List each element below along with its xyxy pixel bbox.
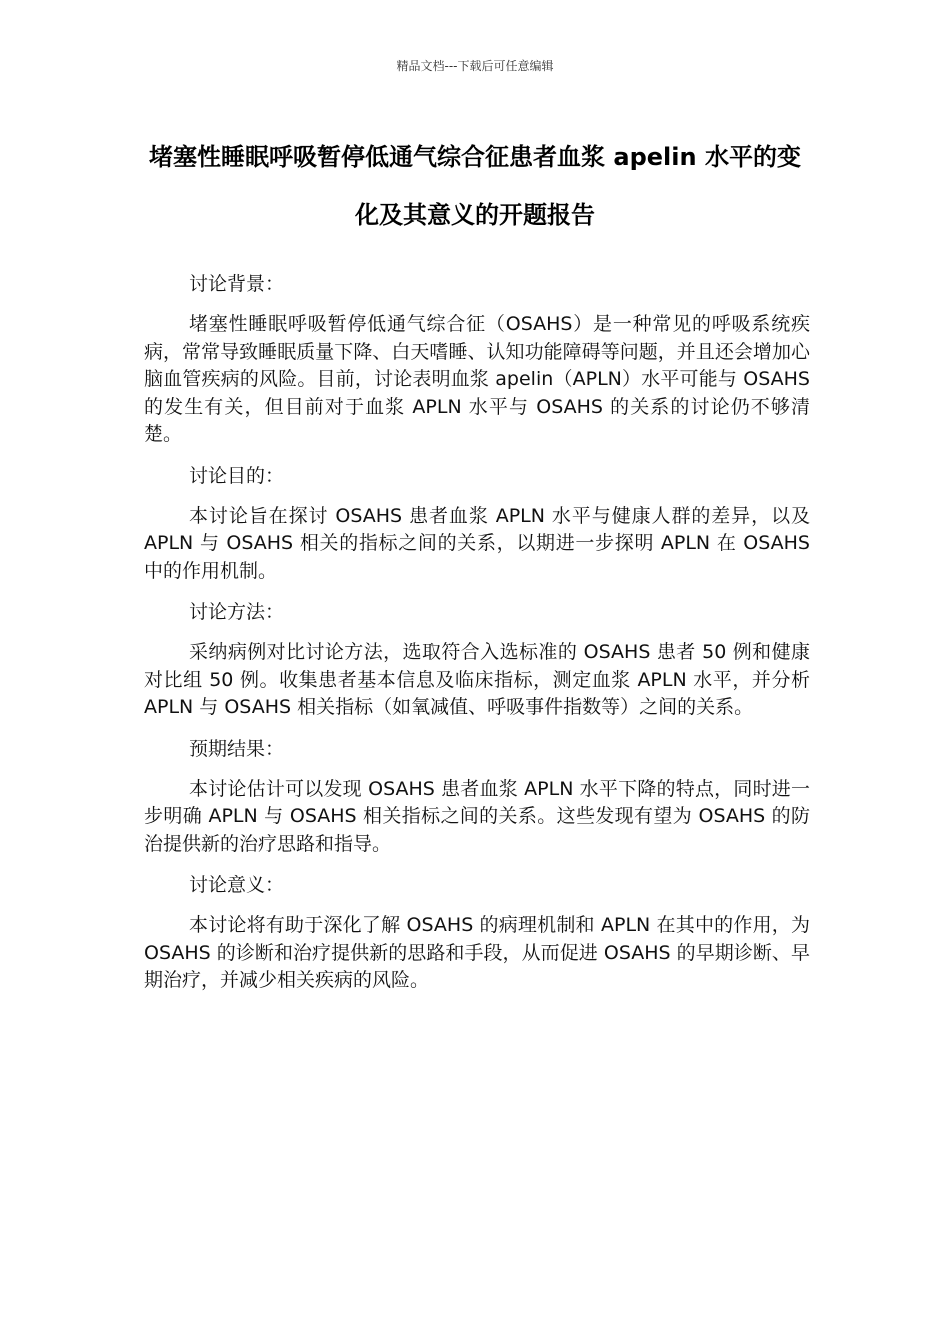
section-heading: 讨论方法： [189,601,285,623]
section-background [144,270,810,449]
section-paragraph: 本讨论将有助于深化了解 OSAHS 的病理机制和 APLN 在其中的作用，为 OSAHS 的诊断和治疗提供新的思路和手段，从而促进 OSAHS 的早期诊断、早期治疗，并减少相关疾病的风险。 [144,914,810,991]
section-paragraph: 采纳病例对比讨论方法，选取符合入选标准的 OSAHS 患者 50 例和健康对比组 50 例。收集患者基本信息及临床指标，测定血浆 APLN 水平，并分析 APLN 与 OSAHS 相关指标（如氧减值、呼吸事件指数等）之间的关系。 [144,641,810,718]
section-methods [144,598,810,722]
document-body [144,270,810,1008]
section-heading: 讨论目的： [189,464,285,487]
section-paragraph: 本讨论估计可以发现 OSAHS 患者血浆 APLN 水平下降的特点，同时进一步明确 APLN 与 OSAHS 相关指标之间的关系。这些发现有望为 OSAHS 的防治提供新的治疗思路和指导。 [144,777,810,855]
section-significance [144,871,810,995]
section-expected-results [144,735,810,859]
section-heading: 预期结果： [189,737,285,760]
document-title: 堵塞性睡眠呼吸暂停低通气综合征患者血浆 apelin 水平的变化及其意义的开题报告 [149,143,801,229]
section-paragraph: 本讨论旨在探讨 OSAHS 患者血浆 APLN 水平与健康人群的差异，以及 APLN 与 OSAHS 相关的指标之间的关系，以期进一步探明 APLN 在 OSAHS 中的作用机制。 [144,504,810,582]
page-header-note: 精品文档---下载后可任意编辑 [396,59,554,73]
section-paragraph: 堵塞性睡眠呼吸暂停低通气综合征（OSAHS）是一种常见的呼吸系统疾病，常常导致睡眠质量下降、白天嗜睡、认知功能障碍等问题，并且还会增加心脑血管疾病的风险。目前，讨论表明血浆 apelin（APLN）水平可能与 OSAHS 的发生有关，但目前对于血浆 APLN 水平与 OSAHS 的关系的讨论仍不够清楚。 [144,313,810,445]
section-heading: 讨论背景： [189,273,285,295]
section-heading: 讨论意义： [189,874,285,896]
section-objective [144,462,810,586]
